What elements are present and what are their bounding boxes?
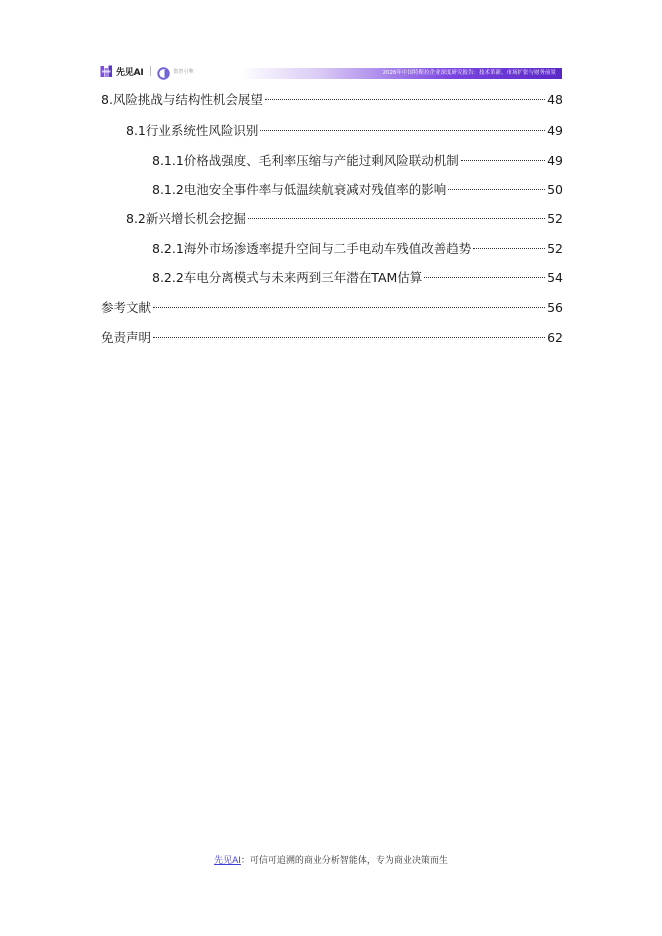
toc-leader-dots: [153, 307, 545, 308]
toc-entry-label: 8.风险挑战与结构性机会展望: [101, 92, 263, 107]
toc-entry-label: 8.2新兴增长机会挖掘: [126, 211, 246, 226]
page-header: [100, 62, 562, 82]
toc-entry-page: 52: [547, 241, 563, 256]
toc-entry-label: 8.1行业系统性风险识别: [126, 123, 259, 138]
toc-leader-dots: [424, 277, 545, 278]
toc-leader-dots: [265, 99, 545, 100]
report-title: 2026年中国特斯拉企业深度研究报告：技术革新、市场扩张与财务前景: [382, 70, 556, 76]
toc-entry-label: 参考文献: [101, 300, 152, 315]
brand-logo: [100, 63, 194, 79]
toc-entry[interactable]: [152, 180, 563, 200]
toc-entry-page: 62: [547, 330, 563, 345]
toc-entry[interactable]: [152, 239, 563, 259]
toc-leader-dots: [153, 337, 545, 338]
toc-entry-page: 50: [547, 182, 563, 197]
page-footer: [0, 853, 662, 866]
toc-entry-page: 48: [547, 92, 563, 107]
toc-entry[interactable]: [126, 121, 563, 141]
toc-leader-dots: [448, 189, 545, 190]
toc-entry[interactable]: [101, 328, 563, 348]
toc-entry-page: 54: [547, 270, 563, 285]
partner-logo-text: 数智引擎: [173, 68, 194, 75]
logo-divider: [150, 66, 151, 76]
toc-entry-page: 49: [547, 153, 563, 168]
toc-entry-label: 8.2.1海外市场渗透率提升空间与二手电动车残值改善趋势: [152, 241, 472, 256]
toc-leader-dots: [461, 160, 545, 161]
header-banner: [240, 68, 562, 79]
toc-entry-label: 免责声明: [101, 330, 152, 345]
toc-entry[interactable]: [152, 151, 563, 171]
brand-logo-text: 先见AI: [116, 67, 144, 78]
toc-entry[interactable]: [101, 298, 563, 318]
toc-leader-dots: [473, 248, 545, 249]
footer-tagline: ：可信可追溯的商业分析智能体，专为商业决策而生: [240, 856, 448, 866]
toc-entry-page: 52: [547, 211, 563, 226]
toc-entry-label: 8.1.1价格战强度、毛利率压缩与产能过剩风险联动机制: [152, 153, 459, 168]
toc-entry-label: 8.1.2电池安全事件率与低温续航衰减对残值率的影响: [152, 182, 447, 197]
toc-entry-page: 49: [547, 123, 563, 138]
toc-entry[interactable]: [101, 90, 563, 110]
toc-entry[interactable]: [152, 268, 563, 288]
toc-entry-page: 56: [547, 300, 563, 315]
toc-leader-dots: [248, 218, 545, 219]
toc-leader-dots: [260, 130, 545, 131]
partner-logo-icon: [157, 65, 171, 78]
toc-entry[interactable]: [126, 209, 563, 229]
footer-brand-link[interactable]: 先见AI: [214, 856, 241, 866]
brand-logo-icon: [100, 65, 113, 78]
toc-entry-label: 8.2.2车电分离模式与未来两到三年潜在TAM估算: [152, 270, 423, 285]
